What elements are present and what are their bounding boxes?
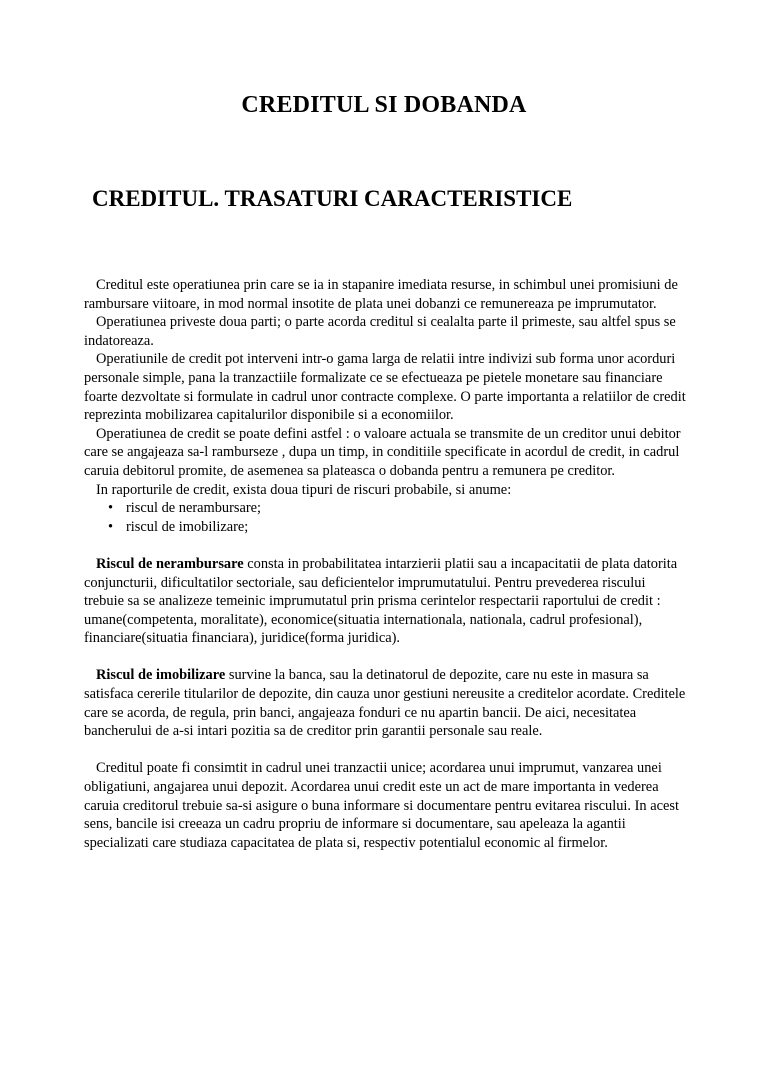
text-nonrepayment: consta in probabilitatea intarzierii platii sau a incapacitatii de plata datorita conjuncturii, dificultatilor sectoriale, sau deficientelor imprumutatului. Pentru prevederea riscului trebuie sa se analizeze temeinic imprumutatul prin prisma cerintelor respectarii raportului de credit : umane(competenta, moralitate), economice(situatia internationala, nationala, cadrul profesional), financiare(situatia financiara), juridice(forma juridica). <box>84 555 678 647</box>
paragraph-closing: Creditul poate fi consimtit in cadrul unei tranzactii unice; acordarea unui imprumut, vanzarea unei obligatiuni, angajarea unui depozit. Acordarea unui credit este un act de mare importanta in vederea caruia creditorul trebuie sa-si asigure o buna informare si documentare pentru evitarea riscului. In acest sens, bancile isi creeaza un cadru propriu de informare si documentare, sau apeleaza la agantii specializati care studiaza capacitatea de plata si, respectiv potentialul economic al firmelor. <box>84 760 679 851</box>
paragraph-risk-types: In raporturile de credit, exista doua tipuri de riscuri probabile, si anume: <box>96 481 512 498</box>
risk-list <box>84 499 688 536</box>
list-item-text: riscul de imobilizare; <box>126 518 249 535</box>
bullet-icon: • <box>108 518 114 535</box>
document-body <box>84 276 688 852</box>
list-item-text: riscul de nerambursare; <box>126 500 262 517</box>
text-immobilization: survine la banca, sau la detinatorul de depozite, care nu este in masura sa satisfaca cererile titularilor de depozite, din cauza unor gestiuni nereusite a creditelor acordate. Creditele care se acorda, de regula, prin banci, angajeaza fonduri ce nu apartin bancii. De aici, necesitatea bancherului de a-si intari pozitia sa de creditor prin garantii personale sau reale. <box>84 667 686 740</box>
spacer <box>84 741 688 760</box>
term-nonrepayment: Riscul de nerambursare <box>96 555 244 572</box>
paragraph-operations: Operatiunile de credit pot interveni intr-o gama larga de relatii intre indivizi sub forma unor acorduri personale simple, pana la tranzactiile formalizate ce se efectueaza pe pietele monetare sau financiare foarte dezvoltate si formulate in cadrul unor contracte complexe. O parte importanta a relatiilor de credit reprezinta mobilizarea capitalurilor disponibile si a economiilor. <box>84 351 686 424</box>
paragraph-parties: Operatiunea priveste doua parti; o parte acorda creditul si cealalta parte il primeste, sau altfel spus se indatoreaza. <box>84 314 676 349</box>
term-immobilization: Riscul de imobilizare <box>96 667 226 684</box>
spacer <box>84 536 688 555</box>
list-item <box>84 499 688 518</box>
section-heading: CREDITUL. TRASATURI CARACTERISTICE <box>92 186 573 211</box>
paragraph-definition: Creditul este operatiunea prin care se ia in stapanire imediata resurse, in schimbul unei promisiuni de rambursare viitoare, in mod normal insotite de plata unei dobanzi ce remunereaza pe imprumutator. <box>84 277 678 312</box>
paragraph-risk-immobilization <box>84 666 688 740</box>
bullet-icon: • <box>108 500 114 517</box>
list-item <box>84 518 688 537</box>
document-title: CREDITUL SI DOBANDA <box>241 92 527 118</box>
paragraph-risk-nonrepayment <box>84 555 688 648</box>
paragraph-credit-definition: Operatiunea de credit se poate defini astfel : o valoare actuala se transmite de un creditor unui debitor care se angajeaza sa-l ramburseze , dupa un timp, in conditiile specificate in acordul de credit, in cadrul caruia debitorul promite, de asemenea sa plateasca o dobanda pentru a remunera pe creditor. <box>84 425 681 479</box>
spacer <box>84 648 688 667</box>
